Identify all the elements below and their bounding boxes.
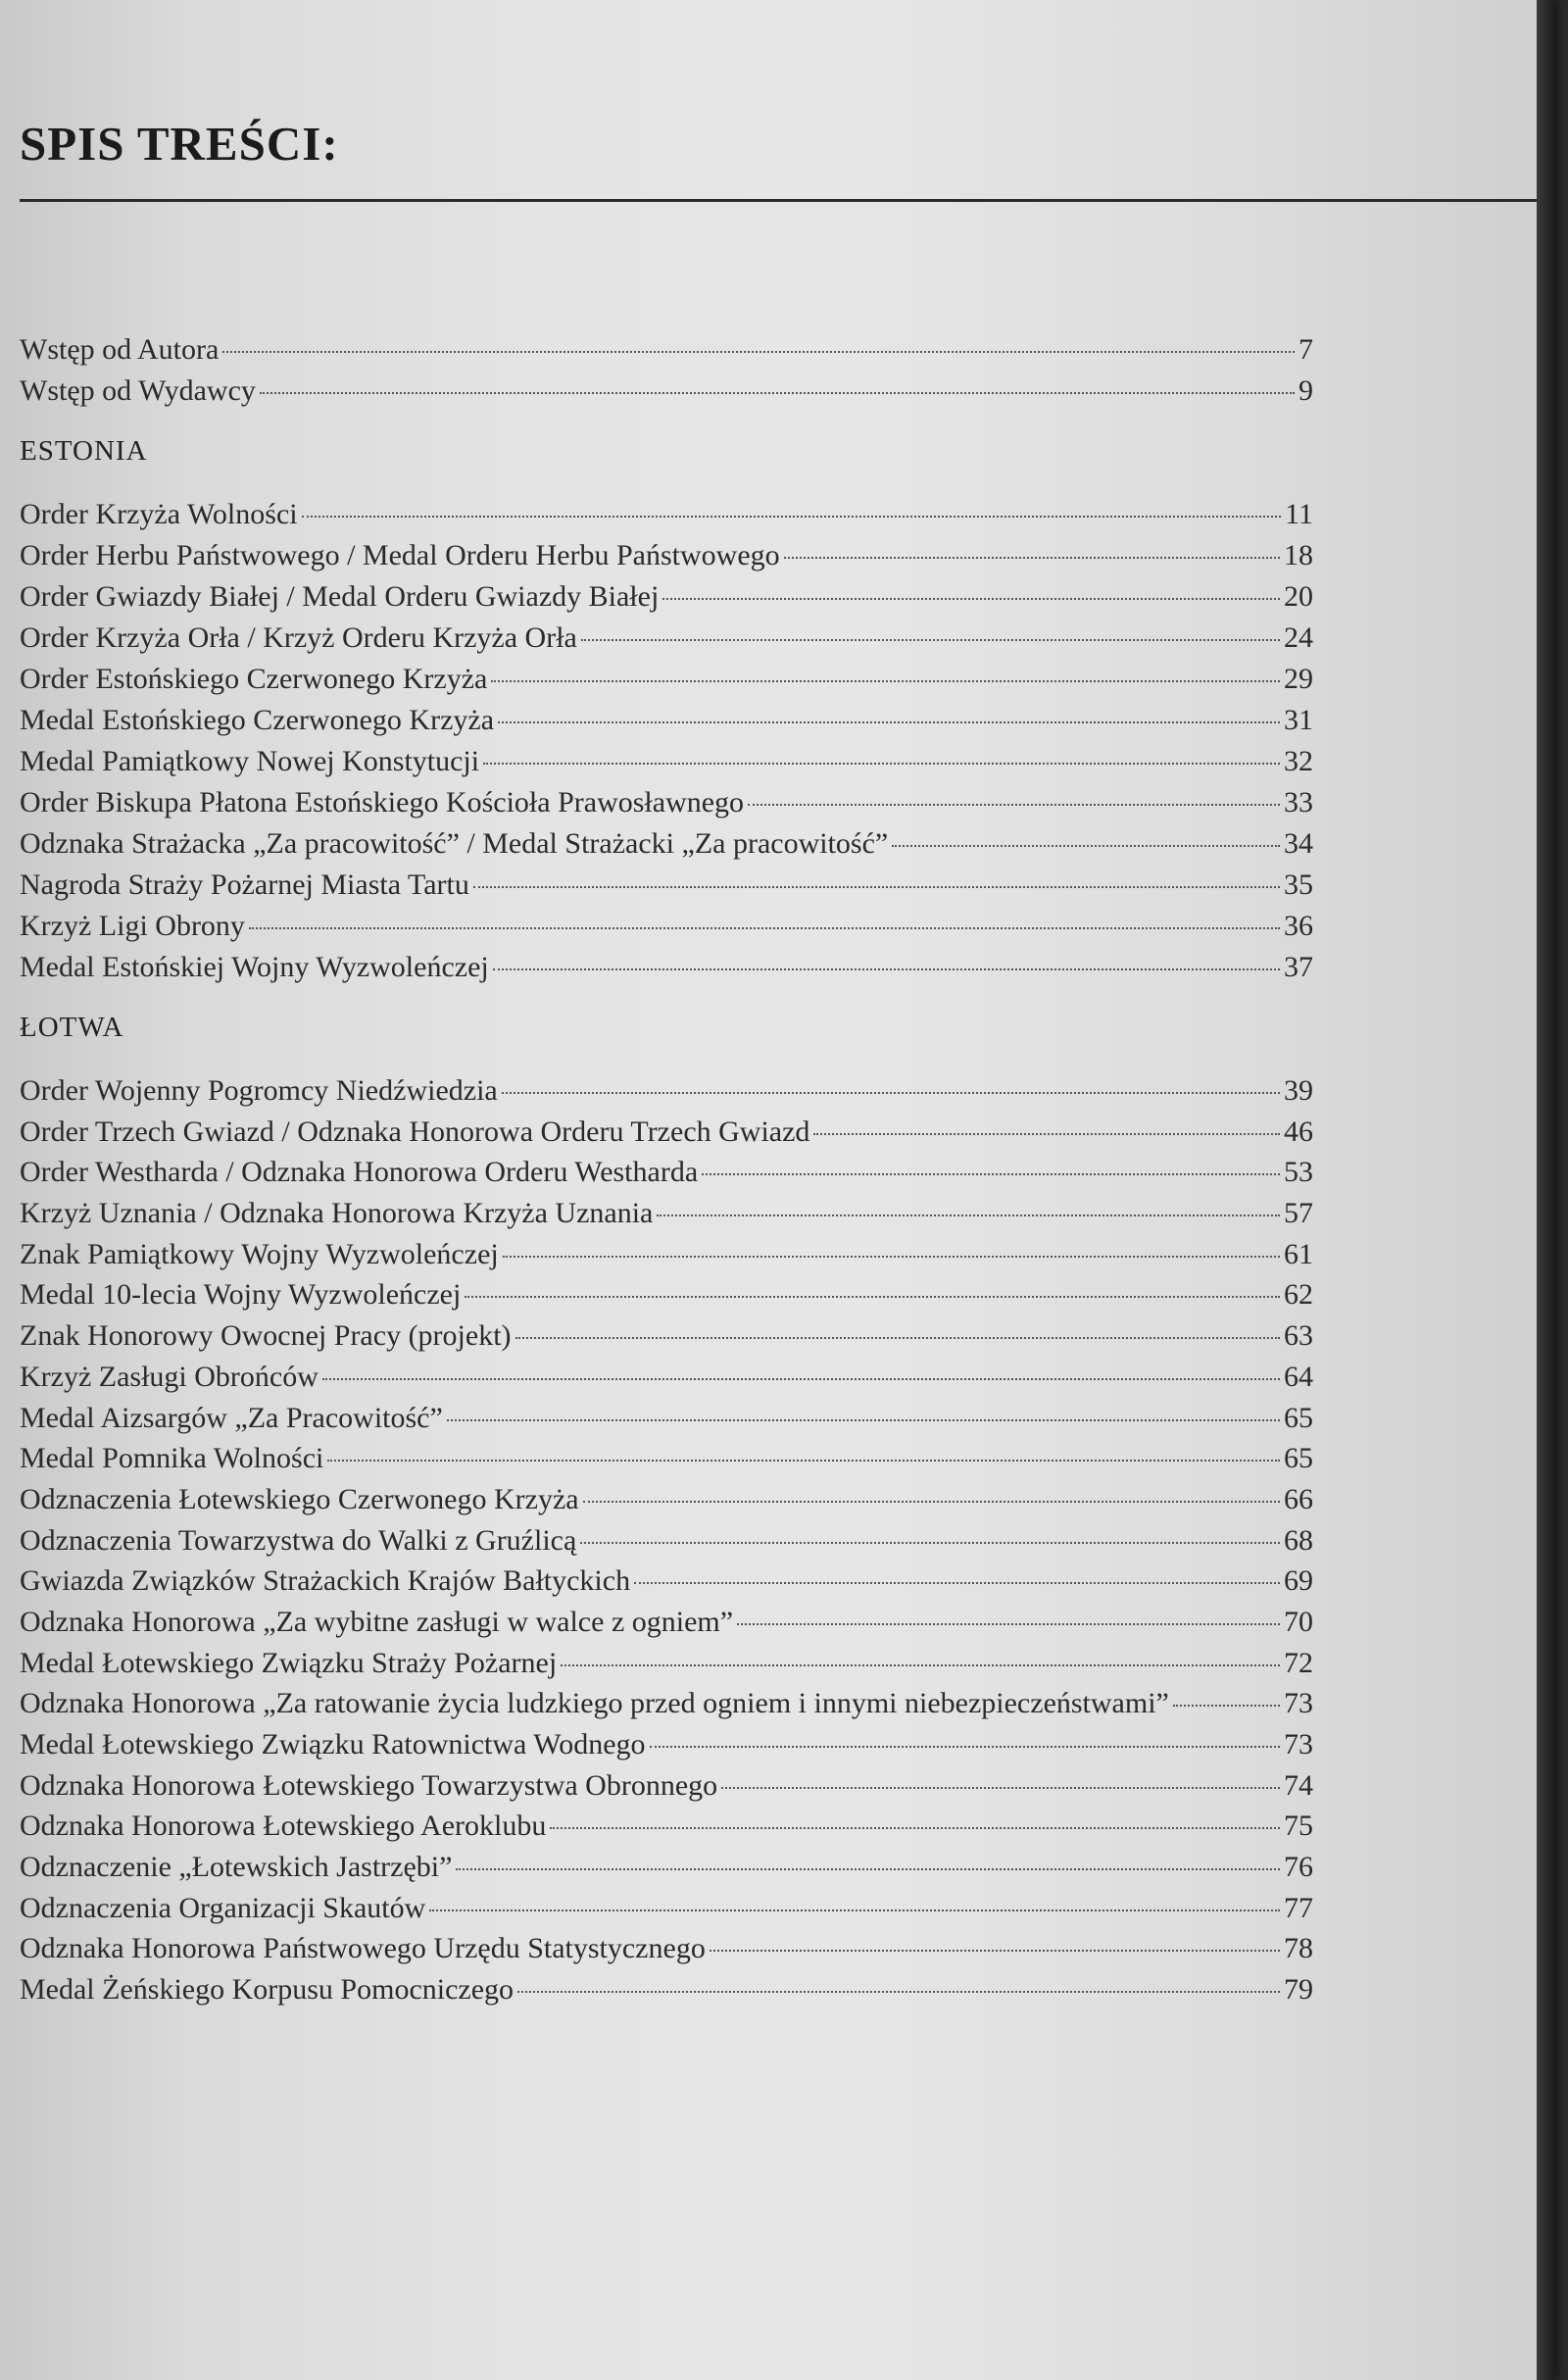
toc-entry — [20, 868, 1313, 910]
toc-entry — [20, 1973, 1313, 2014]
toc-entry — [20, 333, 1313, 374]
page-title: SPIS TREŚCI: — [20, 117, 339, 171]
toc-entry-title: Odznaka Honorowa „Za ratowanie życia ludzkiego przed ogniem i innymi niebezpieczeństwami” — [20, 1687, 1169, 1720]
toc-entry-page-number: 79 — [1284, 1973, 1313, 2007]
dot-leader — [498, 721, 1280, 723]
toc-entry-title: Odznaka Honorowa „Za wybitne zasługi w walce z ogniem” — [20, 1605, 734, 1638]
toc-entry-title: Odznaczenia Łotewskiego Czerwonego Krzyża — [20, 1482, 579, 1515]
dot-leader — [710, 1950, 1280, 1952]
toc-entry-page-number: 64 — [1284, 1360, 1313, 1393]
toc-entry-page-number: 39 — [1284, 1074, 1313, 1107]
dot-leader — [249, 927, 1280, 929]
toc-entry-page-number: 74 — [1284, 1768, 1313, 1802]
toc-entry — [20, 1606, 1313, 1647]
toc-entry-title: Order Krzyża Wolności — [20, 498, 298, 530]
toc-entry — [20, 539, 1313, 580]
toc-entry-title: Medal Pamiątkowy Nowej Konstytucji — [20, 745, 480, 777]
toc-entry — [20, 786, 1313, 827]
toc-entry-page-number: 72 — [1284, 1646, 1313, 1679]
dot-leader — [748, 804, 1280, 806]
toc-entry — [20, 1197, 1313, 1238]
section-heading: ESTONIA — [20, 435, 148, 467]
toc-entry-page-number: 29 — [1284, 663, 1313, 695]
toc-entry-page-number: 78 — [1284, 1932, 1313, 1965]
dot-leader — [515, 1337, 1280, 1339]
toc-entry — [20, 951, 1313, 992]
dot-leader — [503, 1256, 1280, 1258]
toc-entry-page-number: 70 — [1284, 1605, 1313, 1638]
dot-leader — [483, 763, 1280, 765]
toc-entry — [20, 498, 1313, 539]
toc-entry-title: Medal 10-lecia Wojny Wyzwoleńczej — [20, 1278, 462, 1312]
toc-entry — [20, 1116, 1313, 1157]
toc-entry-page-number: 65 — [1284, 1401, 1313, 1434]
dot-leader — [465, 1296, 1280, 1298]
toc-entry — [20, 1728, 1313, 1769]
dot-leader — [260, 392, 1295, 394]
toc-entry — [20, 1156, 1313, 1197]
toc-entry-title: Order Wojenny Pogromcy Niedźwiedzia — [20, 1074, 498, 1107]
toc-entry — [20, 1892, 1313, 1933]
toc-entry — [20, 1647, 1313, 1688]
toc-entry — [20, 910, 1313, 951]
toc-entry-page-number: 9 — [1298, 374, 1313, 407]
toc-entry-title: Odznaczenia Organizacji Skautów — [20, 1891, 426, 1924]
dot-leader — [657, 1215, 1280, 1216]
toc-entry-page-number: 76 — [1284, 1851, 1313, 1884]
dot-leader — [892, 845, 1280, 847]
toc-entry-title: Odznaczenie „Łotewskich Jastrzębi” — [20, 1851, 453, 1884]
toc-entry-title: Medal Łotewskiego Związku Ratownictwa Wodnego — [20, 1728, 646, 1760]
toc-entry-page-number: 68 — [1284, 1523, 1313, 1557]
toc-entry-page-number: 61 — [1284, 1237, 1313, 1270]
dot-leader — [222, 351, 1295, 353]
toc-entry — [20, 1402, 1313, 1443]
toc-entry-page-number: 73 — [1284, 1687, 1313, 1720]
toc-entry-page-number: 46 — [1284, 1115, 1313, 1148]
toc-entry — [20, 1851, 1313, 1892]
dot-leader — [702, 1173, 1280, 1175]
toc-entry-title: Odznaczenia Towarzystwa do Walki z Gruźlicą — [20, 1523, 577, 1557]
toc-entry — [20, 1810, 1313, 1851]
toc-entry-title: Order Trzech Gwiazd / Odznaka Honorowa Orderu Trzech Gwiazd — [20, 1115, 810, 1148]
toc-entry-page-number: 37 — [1284, 951, 1313, 983]
toc-entry — [20, 1687, 1313, 1728]
toc-entry-page-number: 20 — [1284, 580, 1313, 613]
dot-leader — [581, 639, 1280, 641]
toc-entry — [20, 1524, 1313, 1565]
toc-entry-page-number: 73 — [1284, 1728, 1313, 1760]
toc-entry — [20, 827, 1313, 868]
toc-entry-title: Medal Estońskiej Wojny Wyzwoleńczej — [20, 951, 489, 983]
toc-entry-page-number: 63 — [1284, 1319, 1313, 1353]
dot-leader — [447, 1419, 1280, 1421]
dot-leader — [583, 1501, 1280, 1503]
toc-entry-title: Medal Aizsargów „Za Pracowitość” — [20, 1401, 443, 1434]
toc-entry-title: Krzyż Zasługi Obrońców — [20, 1360, 318, 1393]
toc-entry-title: Order Gwiazdy Białej / Medal Orderu Gwiazdy Białej — [20, 580, 660, 613]
toc-entry — [20, 1564, 1313, 1606]
dot-leader — [650, 1746, 1280, 1748]
section-heading: ŁOTWA — [20, 1012, 124, 1043]
toc-entry-title: Znak Pamiątkowy Wojny Wyzwoleńczej — [20, 1237, 499, 1270]
toc-entry — [20, 1932, 1313, 1973]
toc-entry-title: Order Westharda / Odznaka Honorowa Orderu Westharda — [20, 1156, 699, 1189]
dot-leader — [491, 680, 1280, 682]
intro-list — [20, 333, 1313, 416]
table-of-contents — [20, 333, 1313, 2014]
toc-entry-page-number: 77 — [1284, 1891, 1313, 1924]
toc-entry-title: Order Estońskiego Czerwonego Krzyża — [20, 663, 488, 695]
dot-leader — [327, 1460, 1280, 1462]
dot-leader — [302, 516, 1282, 518]
toc-entry-title: Odznaka Honorowa Łotewskiego Aeroklubu — [20, 1810, 547, 1843]
toc-entry-title: Medal Żeńskiego Korpusu Pomocniczego — [20, 1973, 514, 2007]
dot-leader — [721, 1787, 1280, 1789]
toc-entry — [20, 1483, 1313, 1524]
page-edge — [1537, 0, 1554, 2380]
toc-entry-page-number: 35 — [1284, 868, 1313, 901]
toc-entry-page-number: 34 — [1284, 827, 1313, 860]
dot-leader — [517, 1991, 1280, 1993]
dot-leader — [634, 1582, 1280, 1584]
dot-leader — [561, 1664, 1280, 1666]
toc-entry — [20, 1769, 1313, 1810]
toc-section — [20, 435, 1313, 992]
toc-entry — [20, 745, 1313, 786]
dot-leader — [456, 1868, 1280, 1870]
toc-entry-page-number: 57 — [1284, 1197, 1313, 1230]
dot-leader — [550, 1827, 1280, 1829]
toc-entry-title: Medal Łotewskiego Związku Straży Pożarnej — [20, 1646, 558, 1679]
dot-leader — [502, 1092, 1280, 1094]
toc-entry-title: Nagroda Straży Pożarnej Miasta Tartu — [20, 868, 469, 901]
toc-entry — [20, 580, 1313, 621]
dot-leader — [784, 557, 1280, 559]
dot-leader — [322, 1378, 1280, 1380]
dot-leader — [662, 598, 1280, 600]
toc-entry — [20, 1074, 1313, 1116]
dot-leader — [813, 1133, 1280, 1135]
dot-leader — [580, 1542, 1280, 1544]
toc-entry — [20, 1319, 1313, 1361]
sections-container — [20, 435, 1313, 2014]
toc-entry-title: Order Herbu Państwowego / Medal Orderu Herbu Państwowego — [20, 539, 780, 571]
toc-entry — [20, 663, 1313, 704]
title-divider — [20, 199, 1554, 202]
toc-entry-page-number: 69 — [1284, 1564, 1313, 1598]
toc-entry — [20, 621, 1313, 663]
toc-entry-page-number: 7 — [1298, 333, 1313, 366]
toc-entry-title: Krzyż Ligi Obrony — [20, 910, 245, 942]
dot-leader — [1173, 1705, 1280, 1707]
dot-leader — [429, 1909, 1280, 1911]
toc-entry — [20, 1442, 1313, 1483]
toc-section — [20, 1012, 1313, 2014]
toc-entry — [20, 1238, 1313, 1279]
toc-entry-title: Order Krzyża Orła / Krzyż Orderu Krzyża Orła — [20, 621, 577, 654]
toc-entry-page-number: 53 — [1284, 1156, 1313, 1189]
dot-leader — [737, 1623, 1280, 1625]
toc-entry-title: Medal Pomnika Wolności — [20, 1442, 324, 1475]
toc-entry-title: Odznaka Honorowa Państwowego Urzędu Statystycznego — [20, 1932, 706, 1965]
toc-entry-title: Odznaka Honorowa Łotewskiego Towarzystwa Obronnego — [20, 1768, 718, 1802]
toc-entry-page-number: 75 — [1284, 1810, 1313, 1843]
toc-entry — [20, 374, 1313, 416]
dot-leader — [493, 968, 1280, 970]
toc-entry-page-number: 62 — [1284, 1278, 1313, 1312]
toc-entry-title: Medal Estońskiego Czerwonego Krzyża — [20, 704, 495, 736]
toc-entry-title: Odznaka Strażacka „Za pracowitość” / Medal Strażacki „Za pracowitość” — [20, 827, 889, 860]
toc-entry-page-number: 11 — [1285, 498, 1313, 530]
toc-entry-title: Wstęp od Autora — [20, 333, 220, 366]
toc-entry-page-number: 36 — [1284, 910, 1313, 942]
toc-entry-title: Krzyż Uznania / Odznaka Honorowa Krzyża Uznania — [20, 1197, 654, 1230]
toc-entry-title: Gwiazda Związków Strażackich Krajów Bałtyckich — [20, 1564, 631, 1598]
toc-entry-page-number: 33 — [1284, 786, 1313, 818]
toc-entry-page-number: 66 — [1284, 1482, 1313, 1515]
toc-entry-title: Wstęp od Wydawcy — [20, 374, 256, 407]
toc-entry — [20, 1278, 1313, 1319]
toc-entry-title: Order Biskupa Płatona Estońskiego Kościoła Prawosławnego — [20, 786, 745, 818]
toc-entry-page-number: 32 — [1284, 745, 1313, 777]
toc-entry-page-number: 24 — [1284, 621, 1313, 654]
dot-leader — [473, 886, 1280, 888]
toc-entry-title: Znak Honorowy Owocnej Pracy (projekt) — [20, 1319, 512, 1353]
toc-entry-page-number: 65 — [1284, 1442, 1313, 1475]
toc-entry-page-number: 31 — [1284, 704, 1313, 736]
toc-entry — [20, 1361, 1313, 1402]
toc-entry — [20, 704, 1313, 745]
toc-entry-page-number: 18 — [1284, 539, 1313, 571]
